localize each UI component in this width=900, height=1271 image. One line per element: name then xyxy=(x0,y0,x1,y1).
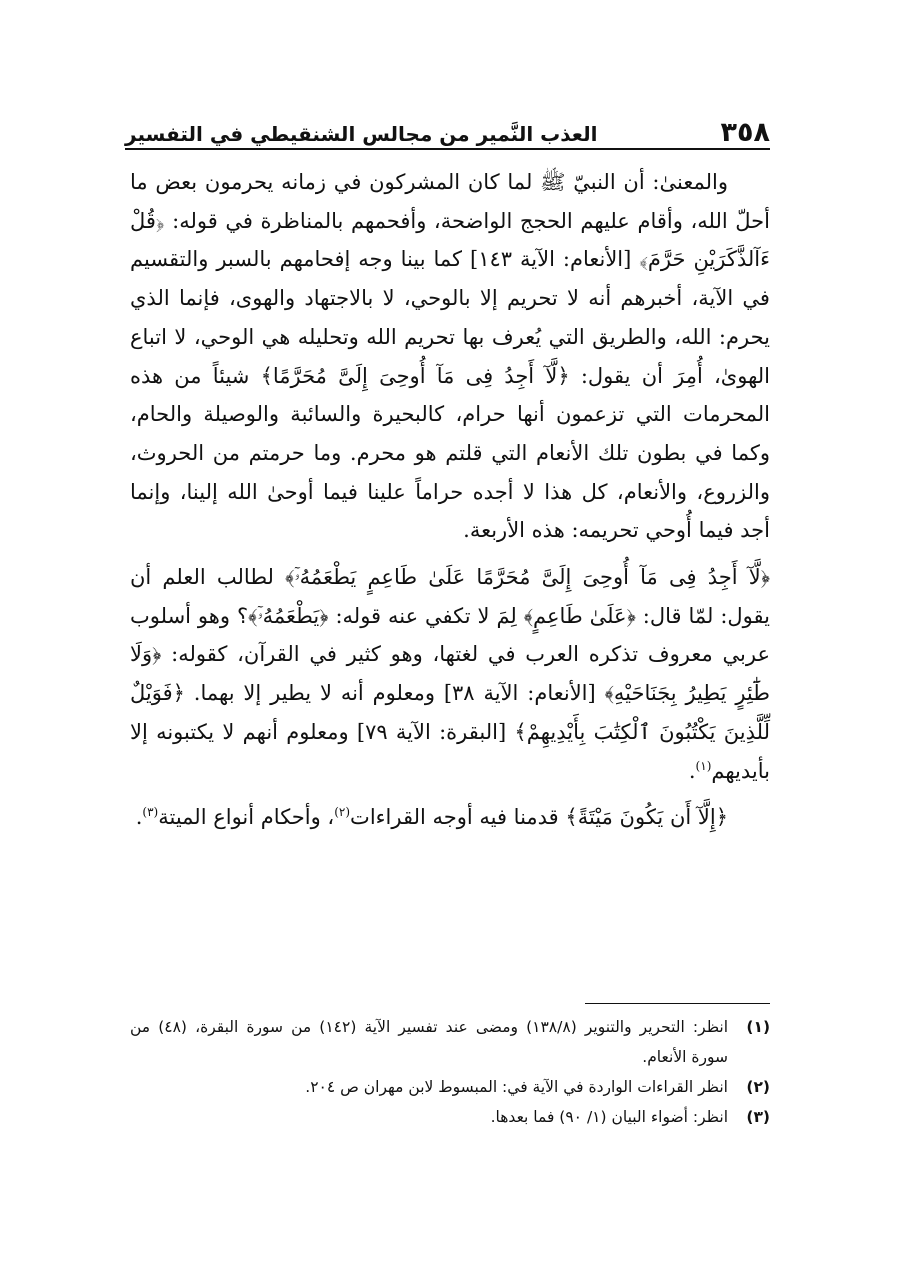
footnote-number: (٣) xyxy=(746,1108,770,1126)
text-line: والزروع، والأنعام، كل هذا لا أجده حراماً علينا فيما أوحىٰ الله xyxy=(227,479,770,504)
text-line: ﴿لَّآ أَجِدُ فِى مَآ أُوحِىَ إِلَىَّ مُحَرَّمًا عَلَىٰ طَاعِمٍ يَطْعَمُهُۥٓ﴾ لطالب العلم أن xyxy=(130,565,770,590)
text-line: بطون تلك الأنعام التي قلتم هو محرم. وما حرمتم من الحروث، xyxy=(130,440,687,465)
footnote-text: انظر: التحرير والتنوير (١٣٨/٨) ومضى عند تفسير الآية (١٤٢) من سورة البقرة، (٤٨) من سورة الأنعام. xyxy=(130,1018,729,1066)
text-line: ، وأحكام xyxy=(260,805,335,830)
footnote-ref-3[interactable]: (٣) xyxy=(142,805,159,820)
text-line: تزعمون أنها حرام، كالبحيرة والسائبة والوصيلة والحام، وكما في xyxy=(130,402,770,465)
footnote-2 xyxy=(130,1072,770,1102)
text-line: وهو أسلوب عربي معروف تذكره العرب في لغتها، وهو كثير في xyxy=(130,603,770,667)
text-line: أنه لا يطير إلا بهما. ﴿فَوَيْلٌ لِّلَّذِينَ يَكْتُبُونَ ٱلْكِتَٰبَ بِأَيْدِيهِمْ﴾ [البقرة: xyxy=(130,681,770,744)
page-number: ٣٥٨ xyxy=(720,117,770,148)
running-title: العذب النَّمير من مجالس الشنقيطي في التفسير xyxy=(125,122,598,146)
text-line: . xyxy=(688,758,696,783)
page-header xyxy=(125,100,770,146)
text-line: يقول: لمّا قال: ﴿عَلَىٰ طَاعِمٍ﴾ لِمَ لا تكفي عنه قوله: ﴿يَطْعَمُهُۥٓ﴾؟ xyxy=(236,603,771,628)
footnote-ref-2[interactable]: (٢) xyxy=(334,805,351,820)
header-rule xyxy=(125,148,770,150)
footnotes xyxy=(130,1012,770,1132)
text-line: أنواع الميتة xyxy=(158,805,255,830)
text-line: . xyxy=(135,805,143,830)
text-line: القرآن، كقوله: ﴿وَلَا طَٰٓئِرٍ يَطِيرُ بِجَنَاحَيْهِ﴾ [الأنعام: الآية ٣٨] ومعلوم xyxy=(130,642,770,706)
footnote-text: انظر القراءات الواردة في الآية في: المبسوط لابن مهران ص ٢٠٤. xyxy=(305,1078,728,1096)
footnote-text: انظر: أضواء البيان (١/ ٩٠) فما بعدها. xyxy=(490,1108,728,1126)
paragraph-1 xyxy=(130,163,770,550)
footnote-3 xyxy=(130,1102,770,1132)
text-line: إلينا، وإنما أجد فيما أُوحي تحريمه: هذه الأربعة. xyxy=(130,479,770,543)
text-line: الآية ٧٩] ومعلوم أنهم لا يكتبونه إلا بأيديهم xyxy=(130,719,770,783)
text-line: بينا وجه إفحامهم بالسبر والتقسيم في الآية، أخبرهم أنه لا تحريم إلا xyxy=(130,247,770,311)
text-line: بعض ما أحلّ الله، وأقام عليهم الحجج الواضحة، وأفحمهم xyxy=(130,170,770,233)
footnote-1 xyxy=(130,1012,770,1072)
footnote-rule xyxy=(585,1003,770,1004)
text-line: يقول: ﴿لَّآ أَجِدُ فِى مَآ أُوحِىَ إِلَىَّ مُحَرَّمًا﴾ شيئاً من هذه المحرمات التي xyxy=(130,363,770,427)
text-line: بالمناظرة في قوله: ﴿قُلْ ءَآلذَّكَرَيْنِ حَرَّمَ﴾ [الأنعام: الآية ١٤٣] كما xyxy=(130,208,770,272)
text-line: والمعنىٰ: أن النبيّ ﷺ لما كان المشركون في زمانه يحرمون xyxy=(204,170,728,194)
footnote-number: (٢) xyxy=(746,1078,770,1096)
footnote-number: (١) xyxy=(746,1018,771,1036)
paragraph-3 xyxy=(130,798,770,837)
text-line: يُعرف بها تحريم الله وتحليله هي الوحي، لا اتباع الهوىٰ، أُمِرَ أن xyxy=(130,324,770,388)
text-line: بالوحي، لا بالاجتهاد والهوى، فإنما الذي يحرم: الله، والطريق التي xyxy=(130,286,770,349)
footnote-ref-1[interactable]: (١) xyxy=(695,758,712,773)
text-line: ﴿إِلَّآ أَن يَكُونَ مَيْتَةً﴾ قدمنا فيه أوجه القراءات xyxy=(350,805,728,830)
main-text xyxy=(130,163,770,837)
paragraph-2 xyxy=(130,558,770,790)
